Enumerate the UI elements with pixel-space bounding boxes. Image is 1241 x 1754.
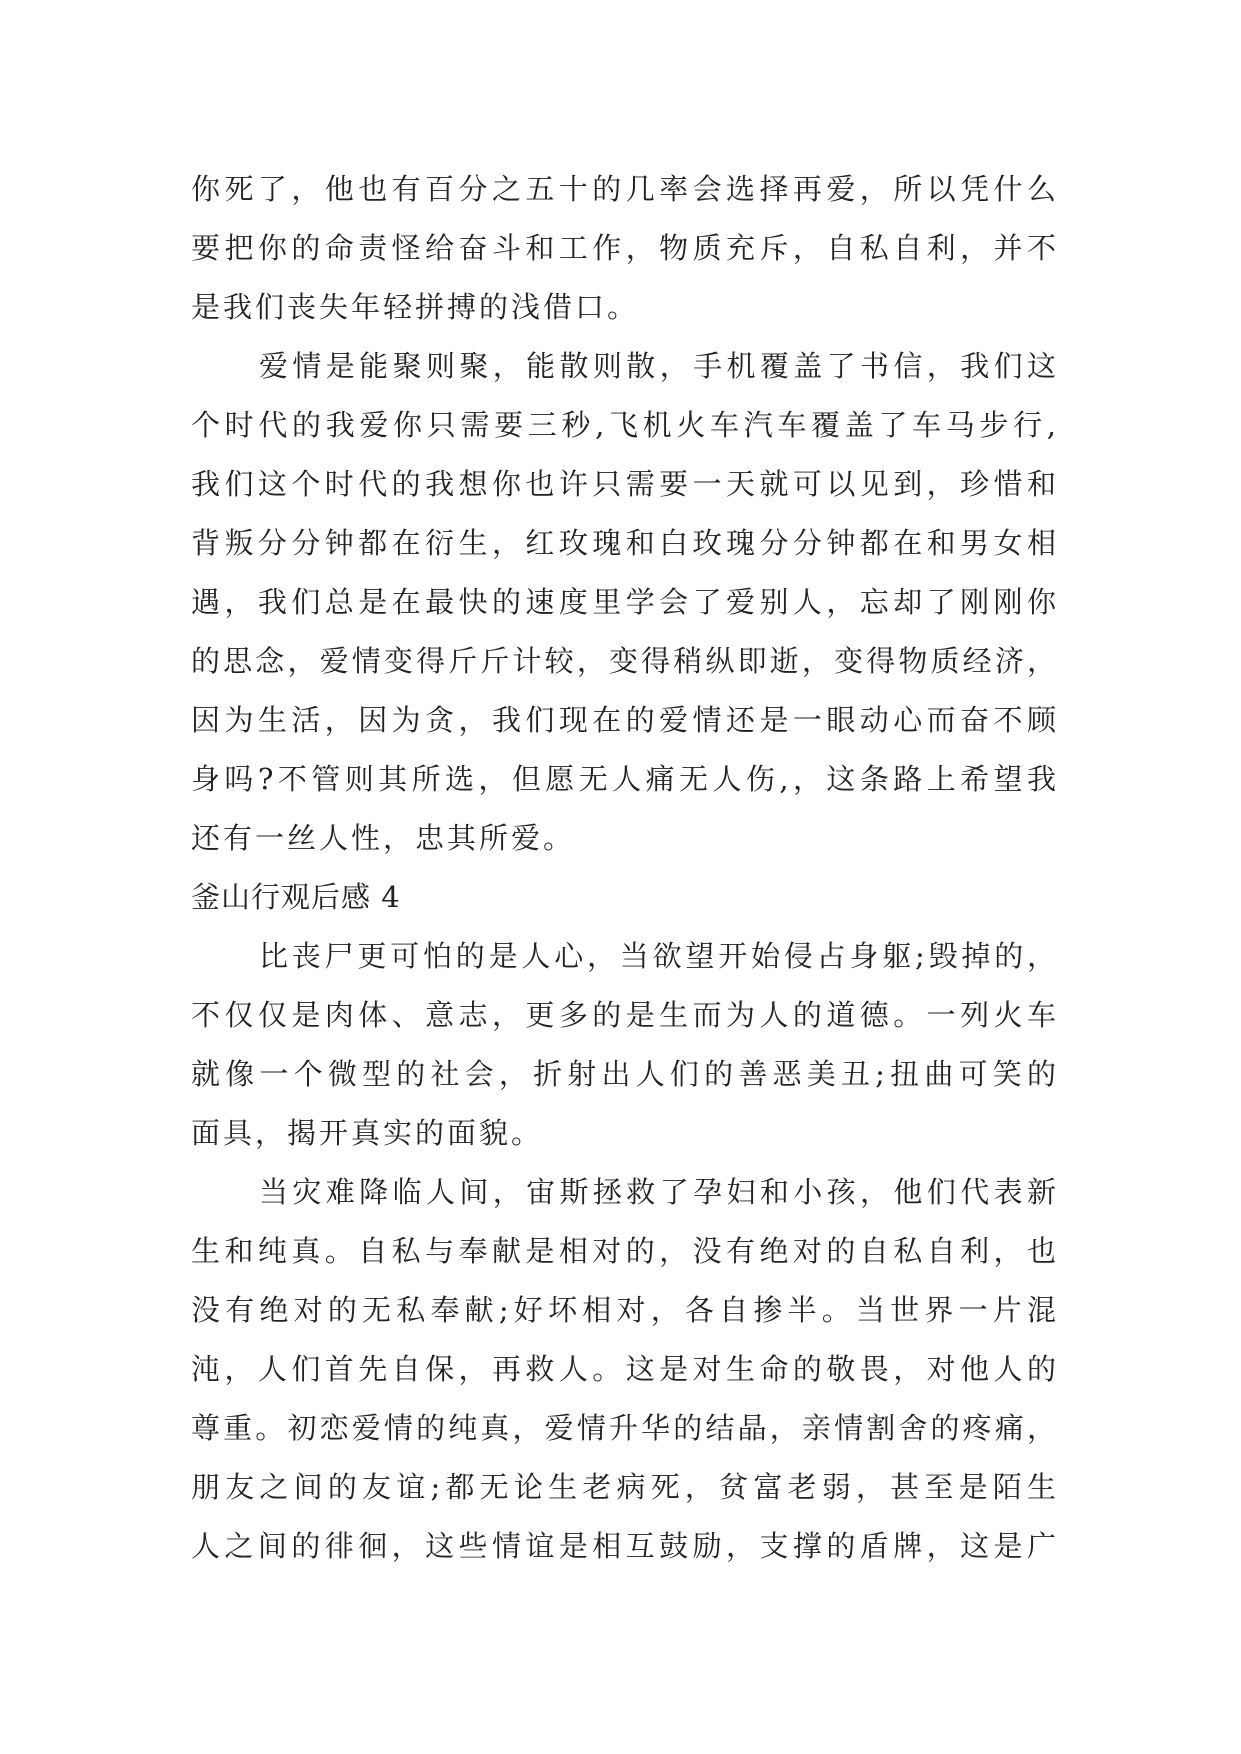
text-line: 是我们丧失年轻拼搏的浅借口。 xyxy=(191,290,640,324)
text-line: 比丧尸更可怕的是人心，当欲望开始侵占身躯;毁掉的， xyxy=(259,939,1059,973)
text-line: 就像一个微型的社会，折射出人们的善恶美丑;扭曲可笑的 xyxy=(191,1057,1059,1091)
text-line: 爱情是能聚则聚，能散则散，手机覆盖了书信，我们这 xyxy=(259,349,1059,383)
text-line: 当灾难降临人间，宙斯拯救了孕妇和小孩，他们代表新 xyxy=(259,1175,1059,1209)
text-line: 要把你的命责怪给奋斗和工作，物质充斥，自私自利，并不 xyxy=(191,231,1059,265)
text-line: 生和纯真。自私与奉献是相对的，没有绝对的自私自利，也 xyxy=(191,1234,1059,1268)
text-line: 还有一丝人性，忠其所爱。 xyxy=(191,821,576,855)
text-line: 朋友之间的友谊;都无论生老病死，贫富老弱，甚至是陌生 xyxy=(191,1470,1059,1504)
text-line: 尊重。初恋爱情的纯真，爱情升华的结晶，亲情割舍的疼痛， xyxy=(191,1411,1059,1445)
text-line: 遇，我们总是在最快的速度里学会了爱别人，忘却了刚刚你 xyxy=(191,585,1059,619)
text-line: 的思念，爱情变得斤斤计较，变得稍纵即逝，变得物质经济， xyxy=(191,644,1059,678)
section-heading: 釜山行观后感 4 xyxy=(191,880,401,914)
text-line: 面具，揭开真实的面貌。 xyxy=(191,1116,544,1150)
text-line: 你死了，他也有百分之五十的几率会选择再爱，所以凭什么 xyxy=(191,172,1059,206)
text-line: 人之间的徘徊，这些情谊是相互鼓励，支撑的盾牌，这是广 xyxy=(191,1529,1059,1563)
document-page xyxy=(191,160,1059,1576)
text-line: 因为生活，因为贪，我们现在的爱情还是一眼动心而奋不顾 xyxy=(191,703,1059,737)
text-line: 个时代的我爱你只需要三秒,飞机火车汽车覆盖了车马步行, xyxy=(191,408,1059,442)
text-line: 身吗?不管则其所选，但愿无人痛无人伤,，这条路上希望我 xyxy=(191,762,1059,796)
text-line: 我们这个时代的我想你也许只需要一天就可以见到，珍惜和 xyxy=(191,467,1059,501)
text-line: 背叛分分钟都在衍生，红玫瑰和白玫瑰分分钟都在和男女相 xyxy=(191,526,1059,560)
text-line: 不仅仅是肉体、意志，更多的是生而为人的道德。一列火车 xyxy=(191,998,1059,1032)
text-line: 没有绝对的无私奉献;好坏相对，各自掺半。当世界一片混 xyxy=(191,1293,1059,1327)
text-line: 沌，人们首先自保，再救人。这是对生命的敬畏，对他人的 xyxy=(191,1352,1059,1386)
